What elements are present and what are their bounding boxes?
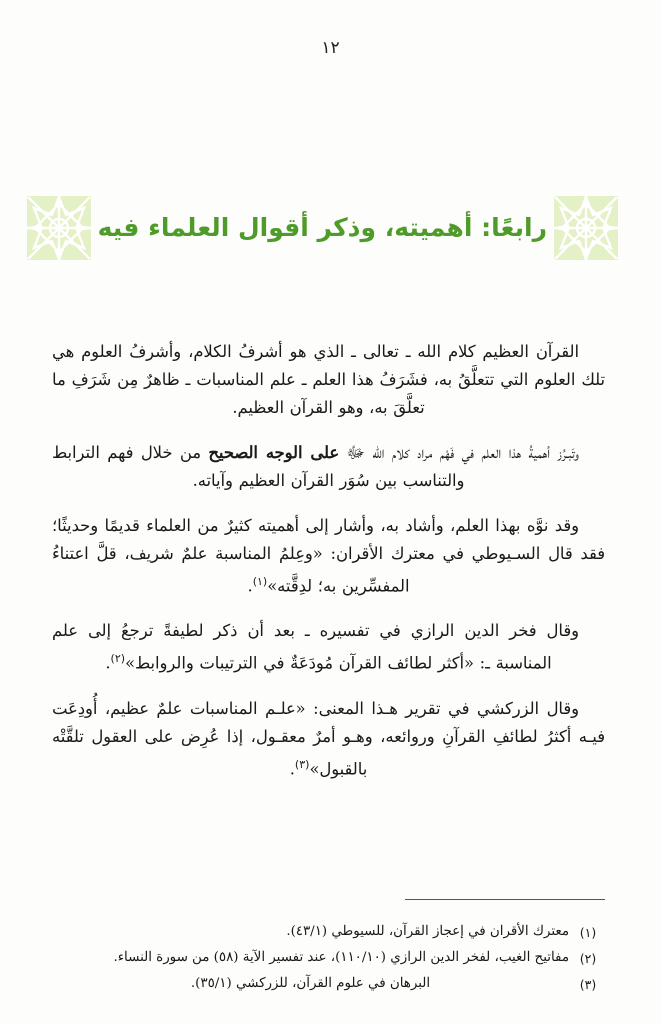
paragraph-4-suffix: . [105,653,111,673]
paragraph-2 [52,439,605,495]
footnote-marker-1: (١) [579,925,597,940]
paragraph-5 [52,695,605,783]
paragraph-3-text: وقد نوَّه بهذا العلم، وأشاد به، وأشار إلى أهميته كثيرٌ من العلماء قديمًا وحديثًا؛ فقد قال السـيوطي في معترك الأقران: «وعِلمُ المناسبة علمٌ شريف، قلَّ اعتناءُ المفسِّرين به؛ لدِقَّته» [52,516,605,596]
footnote-item [52,972,605,996]
body-text [52,338,605,800]
footnote-separator-rule [405,899,605,900]
paragraph-5-suffix: . [289,759,295,779]
page-number: ١٢ [321,38,340,58]
footnote-text-1: معترك الأقران في إعجاز القرآن، للسيوطي (٤٣/١). [286,924,569,939]
footnote-ref-1[interactable]: (١) [252,575,268,588]
footnote-ref-2[interactable]: (٢) [110,652,126,666]
footnote-marker-3: (٣) [579,977,597,992]
paragraph-3 [52,512,605,600]
section-heading-block [42,190,619,266]
paragraph-1: القرآن العظيم كلام الله ـ تعالى ـ الذي هو أشرفُ الكلام، وأشرفُ العلوم هي تلك العلوم التي تتعلَّقُ به، فشَرَفُ هذا العلم ـ علم المناسبات ـ ظاهرٌ مِن شَرَفِ ما تعلَّقَ به، وهو القرآن العظيم. [52,342,605,417]
footnote-text-3: البرهان في علوم القرآن، للزركشي (٣٥/١). [190,976,431,991]
footnote-item [52,920,605,944]
paragraph-2-tail: من خلال فهم الترابط والتناسب بين سُوَر القرآن العظيم وآياته. [52,443,465,490]
footnotes-section [52,920,605,998]
paragraph-4 [52,617,605,677]
paragraph-3-suffix: . [247,576,253,596]
paragraph-5-text: وقال الزركشي في تقرير هـذا المعنى: «علـم المناسبات علمٌ عظيم، أُودِعَت فيـه أكثرُ لطائفِ القرآنِ وروائعه، وهـو أمرٌ معقـول، إذا عُرِض على العقول تلقَّتْه بالقبول» [52,698,605,779]
footnote-item [52,946,605,970]
paragraph-2-lead: وتَبـرُز أهميةُ هذا العلم في فَهْم مراد كلام الله ﷻ [339,443,579,462]
paragraph-4-text: وقال فخر الدين الرازي في تفسيره ـ بعد أن ذكر لطيفةً ترجعُ إلى علم المناسبة ـ: «أكثر لطائف القرآن مُودَعَةٌ في الترتيبات والروابط» [52,621,579,673]
geometric-star-ornament-left [26,195,92,261]
footnote-text-2: مفاتيح الغيب، لفخر الدين الرازي (١١٠/١٠)، عند تفسير الآية (٥٨) من سورة النساء. [113,950,569,965]
footnote-marker-2: (٢) [579,951,597,966]
geometric-star-ornament-right [553,195,619,261]
paragraph-2-emphasis: على الوجه الصحيح [208,443,340,462]
page-title: رابعًا: أهميته، وذكر أقوال العلماء فيه [97,212,547,242]
footnote-ref-3[interactable]: (٣) [294,757,310,771]
